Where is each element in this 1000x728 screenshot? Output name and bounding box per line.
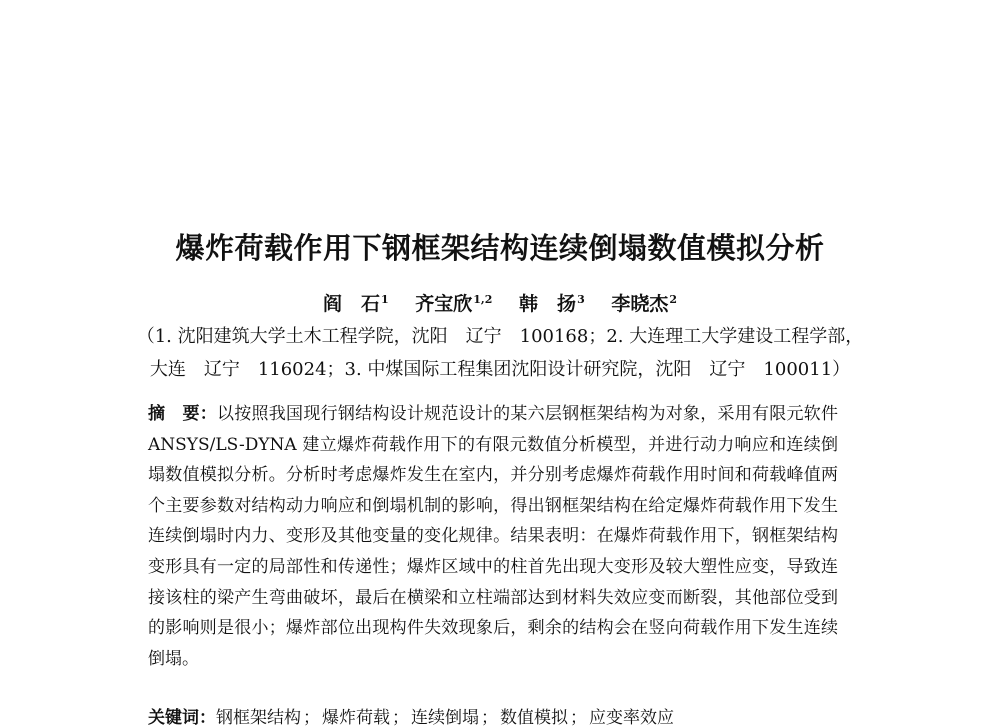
keyword: 应变率效应: [589, 708, 674, 728]
author-list: [0, 289, 1000, 316]
keywords: [148, 703, 838, 728]
keyword-separator: ；: [570, 708, 587, 728]
abstract: [148, 399, 838, 674]
affiliation-line-1: （1. 沈阳建筑大学土木工程学院，沈阳 辽宁 100168；2. 大连理工大学建设工程学部，: [136, 326, 864, 347]
affiliation-line-2: 大连 辽宁 116024；3. 中煤国际工程集团沈阳设计研究院，沈阳 辽宁 100011）: [149, 359, 851, 380]
keyword-separator: ；: [481, 708, 498, 728]
paper-title: 爆炸荷载作用下钢框架结构连续倒塌数值模拟分析: [175, 231, 825, 265]
author: 阎 石$^1$: [322, 293, 389, 315]
author: 韩 扬$^3$: [519, 293, 585, 315]
abstract-label: 摘 要：: [148, 404, 218, 424]
keyword-separator: ；: [303, 708, 320, 728]
abstract-text: 以按照我国现行钢结构设计规范设计的某六层钢框架结构为对象，采用有限元软件 ANSYS/LS-DYNA 建立爆炸荷载作用下的有限元数值分析模型，并进行动力响应和连续倒塌数值模拟分析。分析时考虑爆炸发生在室内，并分别考虑爆炸荷载作用时间和荷载峰值两个主要参数对结构动力响应和倒塌机制的影响，得出钢框架结构在给定爆炸荷载作用下发生连续倒塌时内力、变形及其他变量的变化规律。结果表明：在爆炸荷载作用下，钢框架结构变形具有一定的局部性和传递性；爆炸区域中的柱首先出现大变形及较大塑性应变，导致连接该柱的梁产生弯曲破坏，最后在横梁和立柱端部达到材料失效应变而断裂，其他部位受到的影响则是很小；爆炸部位出现构件失效现象后，剩余的结构会在竖向荷载作用下发生连续倒塌。: [148, 404, 839, 669]
keyword: 钢框架结构: [216, 708, 301, 728]
keyword: 数值模拟: [500, 708, 568, 728]
author: 齐宝欣$^{1,2}$: [415, 293, 493, 315]
author: 李晓杰$^2$: [611, 293, 678, 315]
keyword-separator: ；: [392, 708, 409, 728]
keyword: 爆炸荷载: [322, 708, 390, 728]
keyword: 连续倒塌: [411, 708, 479, 728]
keywords-label: 关键词：: [148, 708, 216, 728]
